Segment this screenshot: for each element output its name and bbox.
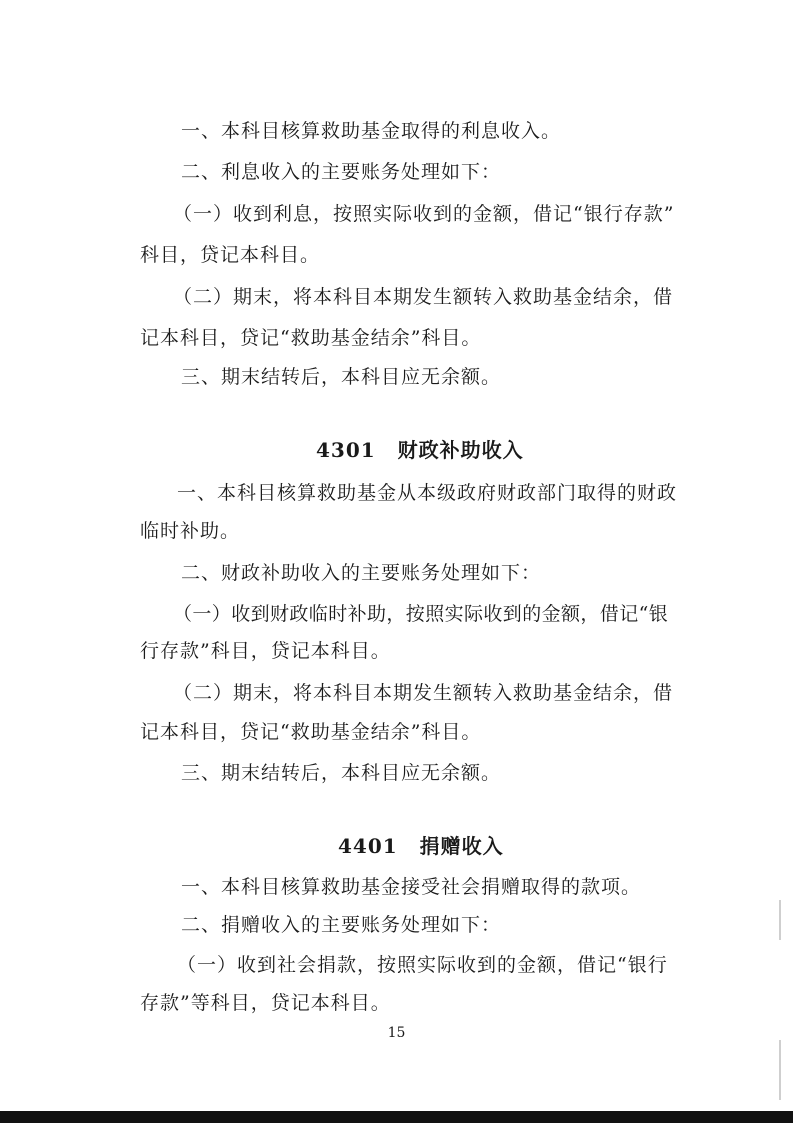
paragraph-line: 二、利息收入的主要账务处理如下： (181, 161, 502, 183)
paragraph-line: 一、本科目核算救助基金取得的利息收入。 (181, 120, 562, 142)
paragraph-line: （二）期末，将本科目本期发生额转入救助基金结余，借 (173, 682, 674, 704)
paragraph-line: 三、期末结转后，本科目应无余额。 (181, 762, 502, 784)
scan-edge-mark (779, 900, 781, 940)
paragraph-line: 三、期末结转后，本科目应无余额。 (181, 366, 502, 388)
paragraph-line: 一、本科目核算救助基金从本级政府财政部门取得的财政 (177, 482, 678, 504)
account-title: 财政补助收入 (397, 438, 524, 462)
scan-bottom-border (0, 1111, 793, 1123)
paragraph-line: （二）期末，将本科目本期发生额转入救助基金结余，借 (173, 286, 674, 308)
paragraph-line: 科目，贷记本科目。 (140, 244, 321, 266)
paragraph-line: 记本科目，贷记“救助基金结余”科目。 (140, 327, 482, 349)
paragraph-line: 行存款”科目，贷记本科目。 (140, 640, 391, 662)
paragraph-line: （一）收到社会捐款，按照实际收到的金额，借记“银行 (177, 954, 668, 976)
paragraph-line: 二、捐赠收入的主要账务处理如下： (181, 914, 502, 936)
paragraph-line: 存款”等科目，贷记本科目。 (140, 992, 391, 1014)
paragraph-line: （一）收到财政临时补助，按照实际收到的金额，借记“银 (173, 603, 669, 625)
account-code: 4301 (316, 438, 376, 462)
scan-edge-mark (779, 1040, 781, 1100)
section-heading (316, 437, 793, 463)
paragraph-line: （一）收到利息，按照实际收到的金额，借记“银行存款” (173, 203, 675, 225)
paragraph-line: 临时补助。 (140, 520, 241, 542)
account-title: 捐赠收入 (419, 834, 504, 858)
account-code: 4401 (338, 834, 398, 858)
paragraph-line: 一、本科目核算救助基金接受社会捐赠取得的款项。 (181, 876, 642, 898)
paragraph-line: 二、财政补助收入的主要账务处理如下： (181, 562, 542, 584)
section-heading (338, 833, 793, 859)
page-number: 15 (387, 1025, 406, 1041)
paragraph-line: 记本科目，贷记“救助基金结余”科目。 (140, 721, 482, 743)
